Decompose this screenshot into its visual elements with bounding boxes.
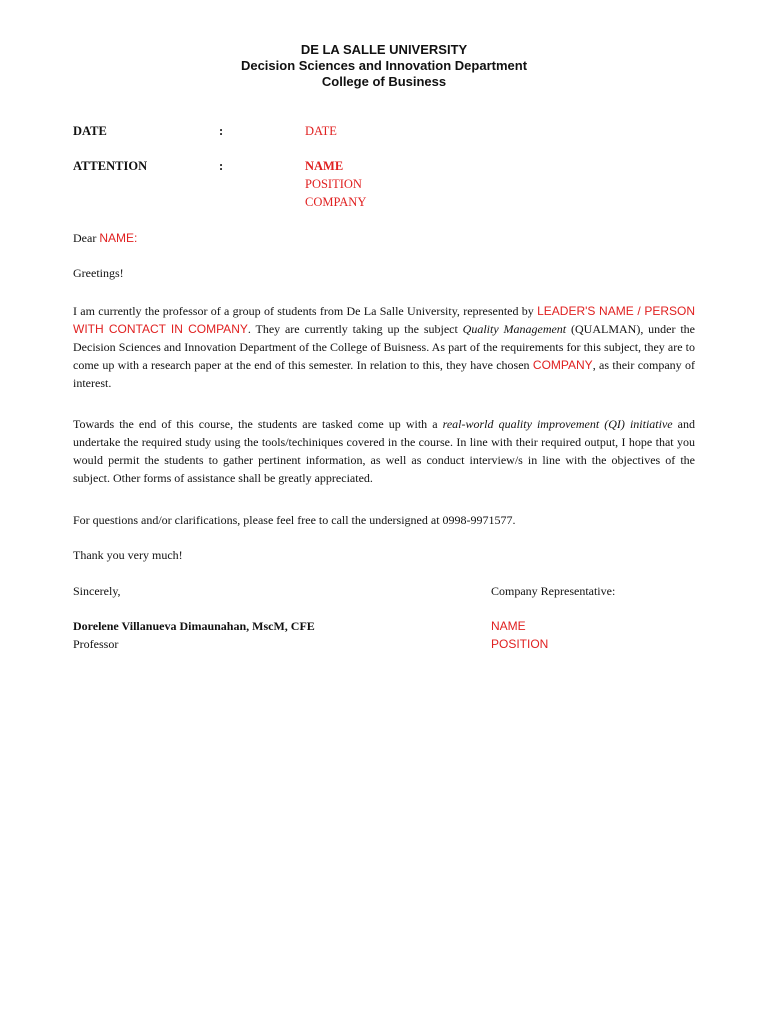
para1-text-2: . They are currently taking up the subject (247, 322, 463, 336)
para1-text-3: (QUALMAN), under the Decision Sciences and Innovation Department of the College of Buisness. As part of the requirements for this subject, they are to come up with a research paper at the end of this semester. In relation to this, they have chosen (73, 322, 695, 372)
greeting: Greetings! (73, 266, 124, 280)
signatory-name: Dorelene Villanueva Dimaunahan, MscM, CFE (73, 619, 315, 633)
salutation-name: NAME: (99, 231, 138, 245)
attention-position: POSITION (305, 177, 362, 191)
thanks-line: Thank you very much! (73, 548, 183, 562)
attention-company: COMPANY (305, 195, 367, 209)
department-name: Decision Sciences and Innovation Department (240, 58, 528, 73)
letterhead (0, 42, 768, 90)
college-name: College of Business (321, 74, 447, 89)
paragraph-intro (73, 302, 695, 392)
date-label: DATE (73, 124, 107, 138)
signatory-title: Professor (73, 637, 119, 651)
company-rep-name (491, 617, 526, 635)
subject-name: Quality Management (462, 322, 567, 336)
company-placeholder: COMPANY (532, 358, 593, 372)
para2-text-1: Towards the end of this course, the students are tasked come up with a (73, 417, 443, 431)
university-name: DE LA SALLE UNIVERSITY (300, 42, 468, 57)
attention-colon: : (219, 159, 224, 173)
salutation (73, 229, 137, 247)
date-colon: : (219, 124, 224, 138)
para1-text-4: , as their company of interest. (73, 358, 696, 390)
attention-block (305, 157, 366, 211)
company-rep-position (491, 635, 548, 653)
para2-text-2: and undertake the required study using the tools/techiniques covered in the course. In line with their required output, I hope that you would permit the students to gather pertinent information, as well as conduct interview/s in line with the objectives of the subject. Other forms of assistance shall be greatly appreciated. (73, 417, 695, 485)
attention-name: NAME (305, 159, 344, 173)
rep-name-placeholder: NAME (491, 619, 526, 633)
company-rep-label: Company Representative: (491, 584, 616, 598)
leader-name-placeholder: LEADER'S NAME / PERSON WITH CONTACT IN COMPANY (73, 304, 695, 336)
attention-label: ATTENTION (73, 159, 148, 173)
closing: Sincerely, (73, 584, 121, 598)
salutation-prefix: Dear (73, 231, 100, 245)
rep-position-placeholder: POSITION (491, 637, 549, 651)
paragraph-contact: For questions and/or clarifications, please feel free to call the undersigned at 0998-9971577. (73, 513, 516, 527)
para1-text-1: I am currently the professor of a group of students from De La Salle University, represented by (73, 304, 538, 318)
qi-initiative: real-world quality improvement (QI) initiative (442, 417, 673, 431)
date-value: DATE (305, 124, 337, 138)
paragraph-task (73, 415, 695, 487)
